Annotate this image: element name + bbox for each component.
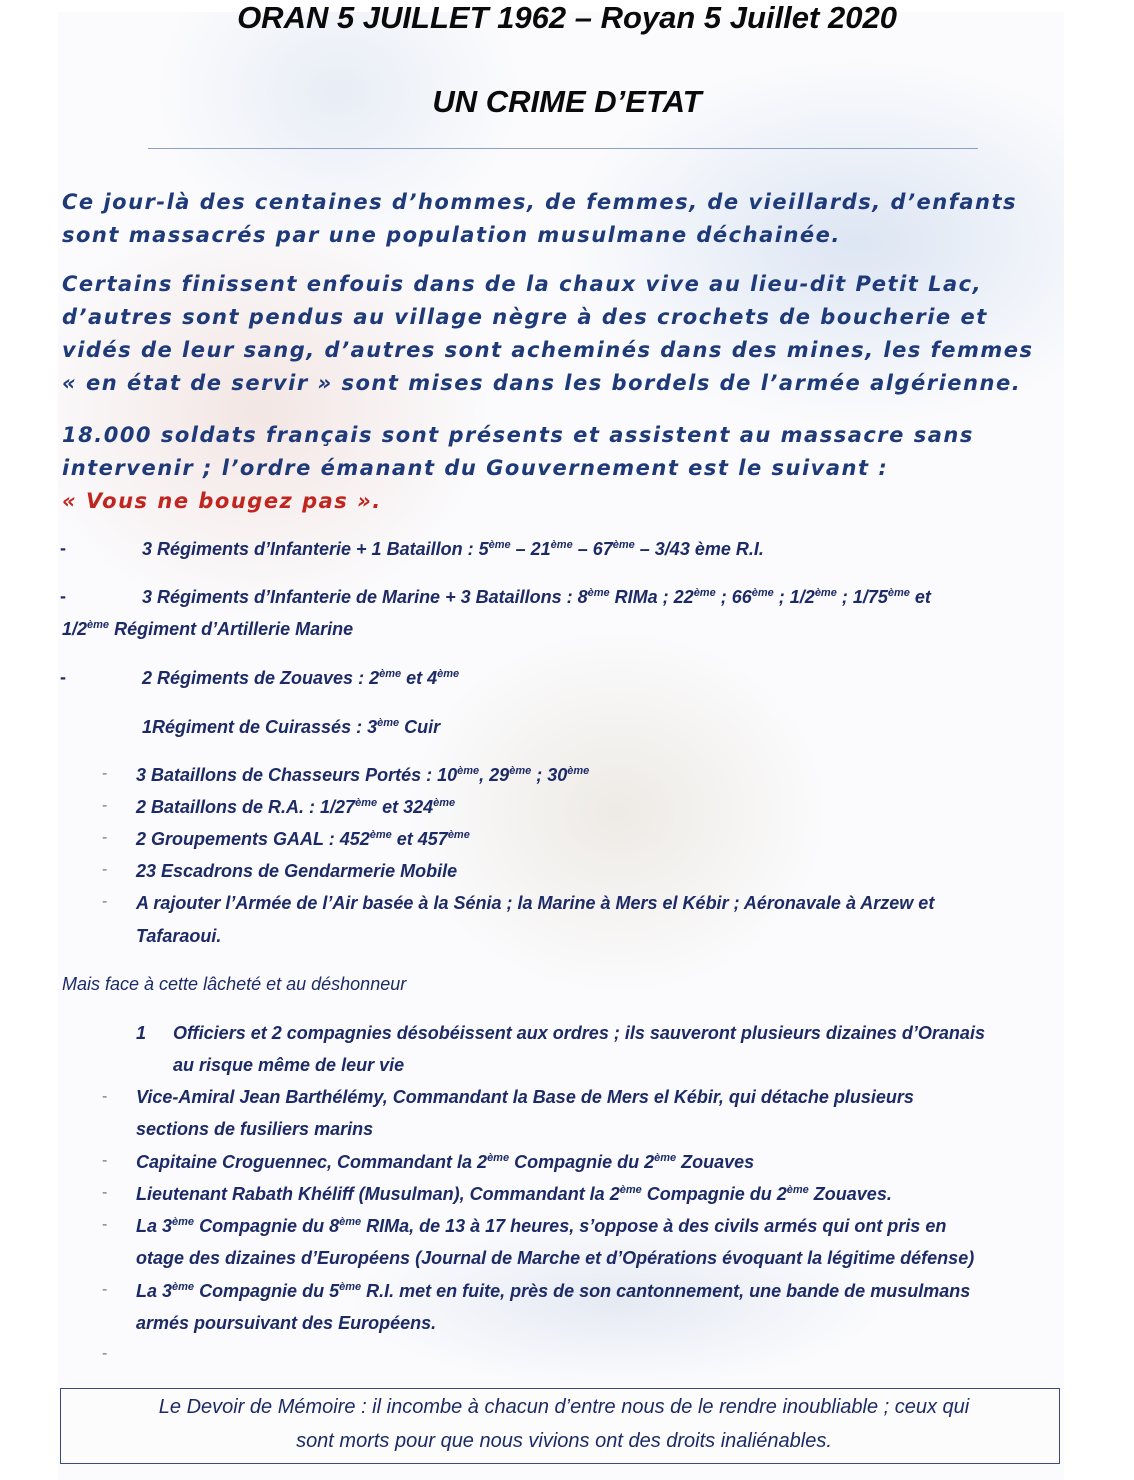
resistance-item: Capitaine Croguennec, Commandant la 2ème Compagnie du 2ème Zouaves [136, 1152, 755, 1172]
resistance-intro: Mais face à cette lâcheté et au déshonneur [62, 974, 407, 994]
resistance-item: La 3ème Compagnie du 5ème R.I. met en fuite, près de son cantonnement, une bande de musulmans [136, 1281, 971, 1301]
unit-item: 2 Régiments de Zouaves : 2ème et 4ème [142, 668, 460, 688]
intro-paragraph-2: Certains finissent enfouis dans de la chaux vive au lieu-dit Petit Lac, d’autres sont pendus au village nègre à des crochets de boucherie et vidés de leur sang, d’autres sont acheminés dans des mines, les femmes « en état de servir » sont mises dans les bordels de l’armée algérienne. [62, 272, 1034, 395]
unit-item-continued: 1/2ème Régiment d’Artillerie Marine [62, 619, 354, 639]
document-subtitle: UN CRIME D’ETAT [432, 84, 702, 119]
order-text: 18.000 soldats français sont présents et assistent au massacre sans intervenir ; l’ordre émanant du Gouvernement est le suivant : [62, 423, 974, 480]
unit-item: 23 Escadrons de Gendarmerie Mobile [136, 861, 458, 881]
list-dash: - [60, 538, 66, 558]
unit-item: 2 Bataillons de R.A. : 1/27ème et 324ème [136, 797, 456, 817]
memory-quote [64, 1390, 1064, 1458]
document-title: ORAN 5 JUILLET 1962 – Royan 5 Juillet 2020 [237, 0, 897, 35]
resistance-item: Vice-Amiral Jean Barthélémy, Commandant la Base de Mers el Kébir, qui détache plusieurs [136, 1087, 914, 1107]
unit-item: 3 Régiments d’Infanterie de Marine + 3 Bataillons : 8ème RIMa ; 22ème ; 66ème ; 1/2ème ; 1/75ème et [142, 587, 931, 607]
resistance-item-continued: armés poursuivant des Européens. [136, 1313, 437, 1333]
resistance-item: La 3ème Compagnie du 8ème RIMa, de 13 à 17 heures, s’oppose à des civils armés qui ont pris en [136, 1216, 947, 1236]
list-dash: - [102, 1152, 108, 1169]
list-dash: - [60, 586, 66, 606]
list-dash: - [102, 893, 108, 910]
title-divider [148, 148, 978, 149]
resistance-item: Lieutenant Rabath Khéliff (Musulman), Commandant la 2ème Compagnie du 2ème Zouaves. [136, 1184, 892, 1204]
list-dash: - [102, 1184, 108, 1201]
resistance-item: Officiers et 2 compagnies désobéissent aux ordres ; ils sauveront plusieurs dizaines d’Oranais [173, 1023, 985, 1043]
numbered-marker: 1 [136, 1023, 147, 1043]
list-dash: - [102, 861, 108, 878]
unit-item: 3 Bataillons de Chasseurs Portés : 10ème, 29ème ; 30ème [136, 765, 590, 785]
list-dash: - [102, 1088, 108, 1105]
list-dash-empty: - [102, 1345, 108, 1362]
unit-item: 3 Régiments d’Infanterie + 1 Bataillon : 5ème – 21ème – 67ème – 3/43 ème R.I. [142, 539, 764, 559]
list-dash: - [102, 1281, 108, 1298]
unit-item-continued: Tafaraoui. [136, 926, 222, 946]
unit-item: 2 Groupements GAAL : 452ème et 457ème [136, 829, 470, 849]
intro-paragraph-1: Ce jour-là des centaines d’hommes, de femmes, de vieillards, d’enfants sont massacrés par une population musulmane déchainée. [62, 190, 1018, 247]
resistance-item-continued: sections de fusiliers marins [136, 1119, 374, 1139]
memory-quote-line-2: sont morts pour que nous vivions ont des droits inaliénables. [296, 1430, 832, 1452]
resistance-item-continued: au risque même de leur vie [173, 1055, 405, 1075]
unit-item: A rajouter l’Armée de l’Air basée à la Sénia ; la Marine à Mers el Kébir ; Aéronavale à Arzew et [136, 893, 935, 913]
intro-paragraph-3 [62, 419, 1052, 518]
list-dash: - [102, 765, 108, 782]
unit-item: 1Régiment de Cuirassés : 3ème Cuir [142, 717, 441, 737]
list-dash: - [102, 1216, 108, 1233]
order-quote: « Vous ne bougez pas ». [62, 489, 382, 513]
list-dash: - [102, 797, 108, 814]
list-dash: - [60, 667, 66, 687]
list-dash: - [102, 829, 108, 846]
resistance-item-continued: otage des dizaines d’Européens (Journal de Marche et d’Opérations évoquant la légitime défense) [136, 1248, 975, 1268]
memory-quote-line-1: Le Devoir de Mémoire : il incombe à chacun d’entre nous de le rendre inoubliable ; ceux qui [158, 1396, 970, 1418]
